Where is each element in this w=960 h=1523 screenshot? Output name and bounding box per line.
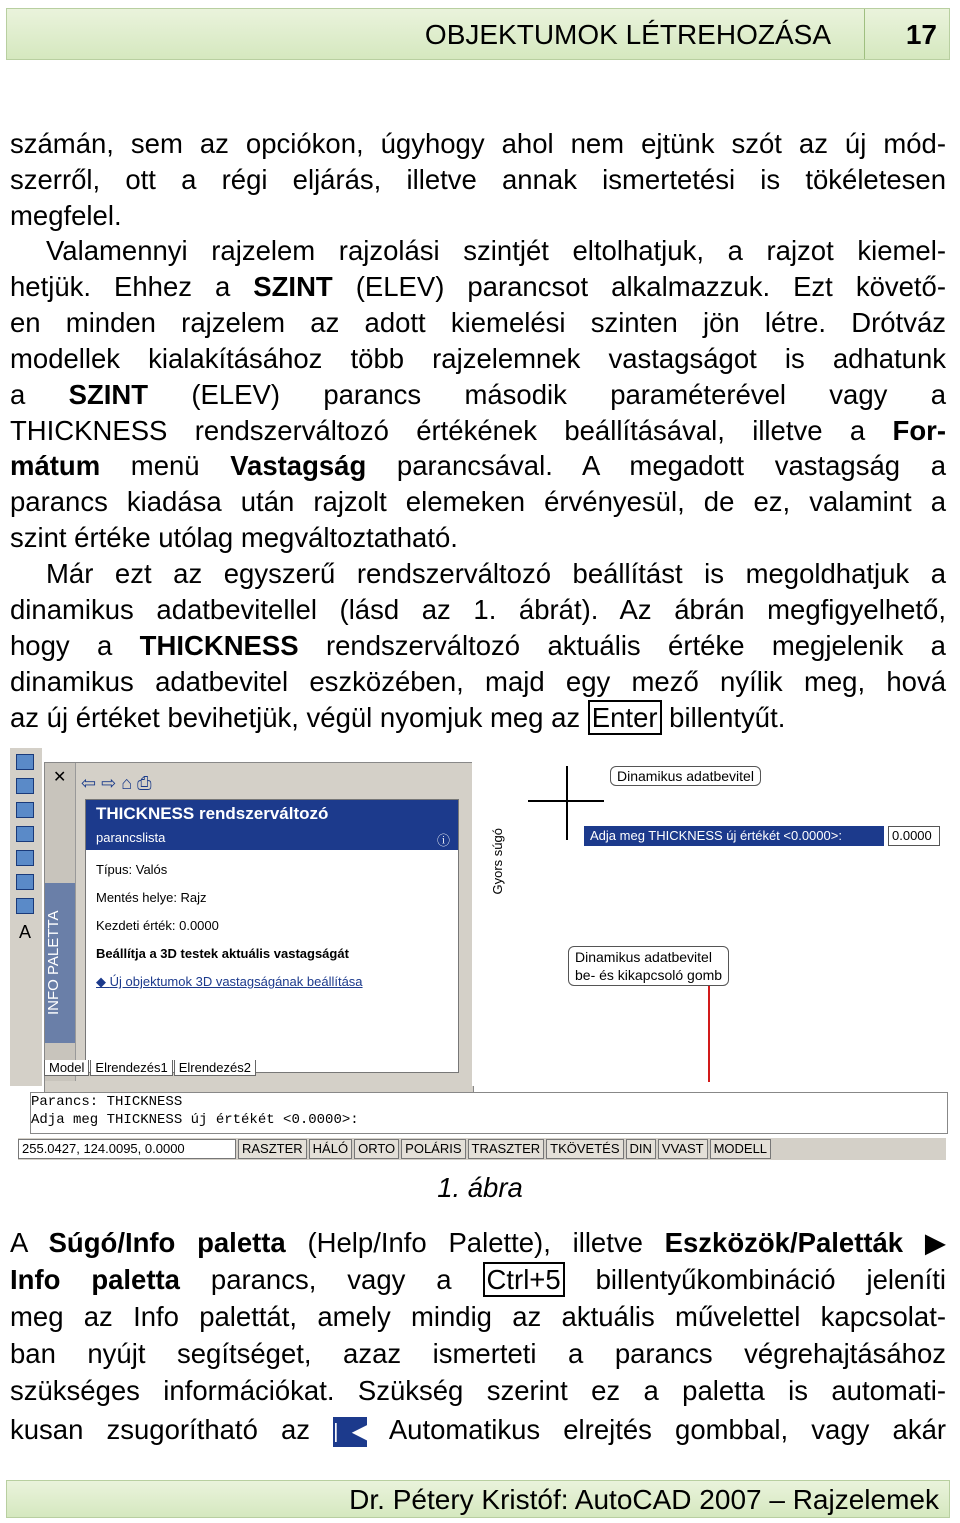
status-otrack[interactable]: TKÖVETÉS: [546, 1139, 623, 1159]
command-line: Adja meg THICKNESS új értékét <0.0000>:: [31, 1112, 359, 1128]
paragraph-4: [10, 1224, 946, 1451]
page-header: [6, 8, 950, 60]
palette-titlebar: [45, 763, 76, 1081]
palette-nav: [81, 773, 152, 794]
menu-arrow-icon: ▶: [924, 1227, 946, 1258]
text-line: dinamikus adatbevitellel (lásd az 1. ábrát). Az ábrán megfigyelhető,: [10, 593, 946, 625]
text-line: az új értéket bevihetjük, végül nyomjuk meg az Enter billentyűt.: [10, 701, 786, 733]
help-content: [85, 799, 459, 1073]
quick-help-tab[interactable]: Gyors súgó: [490, 828, 505, 895]
toolbar-button[interactable]: [16, 778, 34, 794]
status-model[interactable]: MODELL: [710, 1139, 771, 1159]
info-icon[interactable]: ⓘ: [436, 833, 450, 848]
text-line: hogy a THICKNESS rendszerváltozó aktuális értéke megjelenik a: [10, 629, 946, 661]
status-ortho[interactable]: ORTO: [354, 1139, 399, 1159]
header-title: OBJEKTUMOK LÉTREHOZÁSA: [424, 19, 831, 50]
text-line: kusan zsugorítható az |◀ Automatikus elrejtés gombbal, vagy akár: [10, 1414, 947, 1445]
description-line: Beállítja a 3D testek aktuális vastagságát: [96, 946, 349, 961]
page-footer: [6, 1480, 950, 1518]
toolbar-button[interactable]: [16, 802, 34, 818]
paragraph-2: [10, 233, 946, 556]
saved-in-line: Mentés helye: Rajz: [96, 890, 207, 905]
text-line: szükséges információkat. Szükség szerint ez a paletta is automati-: [10, 1375, 946, 1406]
autohide-icon: |◀: [333, 1417, 367, 1447]
toolbar-button[interactable]: [16, 754, 34, 770]
text-line: Valamennyi rajzelem rajzolási szintjét eltolhatjuk, a rajzot kiemel-: [46, 235, 946, 266]
text-line: szerről, ott a régi eljárás, illetve annak ismertetési is tökéletesen: [10, 163, 946, 195]
tab-model[interactable]: Model: [44, 1060, 89, 1076]
command-line: Parancs: THICKNESS: [31, 1094, 183, 1110]
tab-layout-2[interactable]: Elrendezés2: [174, 1060, 256, 1076]
status-snap[interactable]: RASZTER: [238, 1139, 307, 1159]
help-title: THICKNESS rendszerváltozó: [96, 804, 329, 823]
draw-toolbar: [10, 748, 42, 1086]
status-dyn[interactable]: DIN: [626, 1139, 656, 1159]
figure-caption: 1. ábra: [437, 1172, 523, 1203]
status-lwt[interactable]: VVAST: [658, 1139, 708, 1159]
dyn-toggle-callout: Dinamikus adatbevitel be- és kikapcsoló gomb: [568, 946, 729, 986]
dynamic-input-field[interactable]: 0.0000: [888, 826, 940, 846]
page-number: 17: [905, 19, 937, 50]
initial-value-line: Kezdeti érték: 0.0000: [96, 918, 219, 933]
text-line: megfelel.: [10, 199, 122, 231]
toolbar-button[interactable]: [16, 826, 34, 842]
info-palette: [44, 762, 474, 1096]
dynamic-input-callout: Dinamikus adatbevitel: [610, 766, 761, 786]
home-icon[interactable]: ⌂: [121, 773, 133, 793]
status-grid[interactable]: HÁLÓ: [309, 1139, 352, 1159]
status-osnap[interactable]: TRASZTER: [468, 1139, 545, 1159]
palette-title: INFO PALETTA: [45, 883, 75, 1043]
status-polar[interactable]: POLÁRIS: [401, 1139, 465, 1159]
text-line: szint értéke utólag megváltoztatható.: [10, 522, 458, 554]
text-line: meg az Info palettát, amely mindig az aktuális művelettel kapcsolat-: [10, 1301, 946, 1332]
enter-key: Enter: [588, 700, 662, 735]
tab-layout-1[interactable]: Elrendezés1: [90, 1060, 172, 1076]
forward-icon[interactable]: ⇨: [101, 773, 117, 793]
callout-leader: [708, 986, 710, 1082]
text-line: számán, sem az opciókon, úgyhogy ahol nem ejtünk szót az új mód-: [10, 128, 946, 159]
text-line: hetjük. Ehhez a SZINT (ELEV) parancsot alkalmazzuk. Ezt követő-: [10, 270, 947, 302]
text-line: A Súgó/Info paletta (Help/Info Palette), illetve Eszközök/Paletták ▶: [10, 1227, 946, 1258]
paragraph-1: [10, 126, 946, 234]
footer-text: Dr. Pétery Kristóf: AutoCAD 2007 – Rajzelemek: [349, 1484, 939, 1515]
text-line: Már ezt az egyszerű rendszerváltozó beállítást is megoldhatjuk a: [46, 558, 946, 589]
close-icon[interactable]: ✕: [53, 769, 67, 786]
back-icon[interactable]: ⇦: [81, 773, 97, 793]
print-icon[interactable]: ⎙: [137, 773, 152, 793]
paragraph-3: [10, 556, 946, 736]
coordinates: 255.0427, 124.0095, 0.0000: [18, 1139, 236, 1159]
ctrl5-key: Ctrl+5: [483, 1262, 565, 1297]
text-line: en minden rajzelem az adott kiemelési szinten jön létre. Drótváz: [10, 306, 946, 338]
text-line: ban nyújt segítséget, azaz ismerteti a parancs végrehajtásához: [10, 1338, 946, 1369]
text-line: dinamikus adatbevitel eszközében, majd egy mező nyílik meg, hová: [10, 665, 946, 697]
text-line: THICKNESS rendszerváltozó értékének beállításával, illetve a For-: [10, 414, 946, 446]
crosshair-vertical: [566, 766, 568, 840]
text-line: Info paletta parancs, vagy a Ctrl+5 billentyűkombináció jeleníti: [10, 1264, 946, 1295]
related-link[interactable]: ◆ Új objektumok 3D vastagságának beállítása: [96, 974, 363, 989]
toolbar-button[interactable]: [16, 850, 34, 866]
layout-tabs: [44, 1060, 474, 1080]
header-divider: [864, 9, 865, 59]
text-line: a SZINT (ELEV) parancs második paraméterével vagy a: [10, 378, 946, 410]
help-header: [86, 800, 458, 850]
toolbar-button[interactable]: [16, 874, 34, 890]
text-line: modellek kialakításához több rajzelemnek vastagságot is adhatunk: [10, 342, 946, 374]
text-tool-icon[interactable]: A: [16, 922, 34, 938]
dynamic-input-prompt: Adja meg THICKNESS új értékét <0.0000>:: [584, 826, 884, 846]
status-bar: [18, 1138, 946, 1160]
command-window[interactable]: [30, 1092, 948, 1134]
text-line: parancs kiadása után rajzolt elemeken érvényesül, de ez, valamint a: [10, 486, 946, 518]
toolbar-button[interactable]: [16, 898, 34, 914]
type-line: Típus: Valós: [96, 862, 168, 877]
figure-1: [10, 748, 946, 1164]
command-list-link[interactable]: parancslista: [96, 830, 166, 845]
text-line: mátum menü Vastagság parancsával. A megadott vastagság a: [10, 450, 946, 482]
